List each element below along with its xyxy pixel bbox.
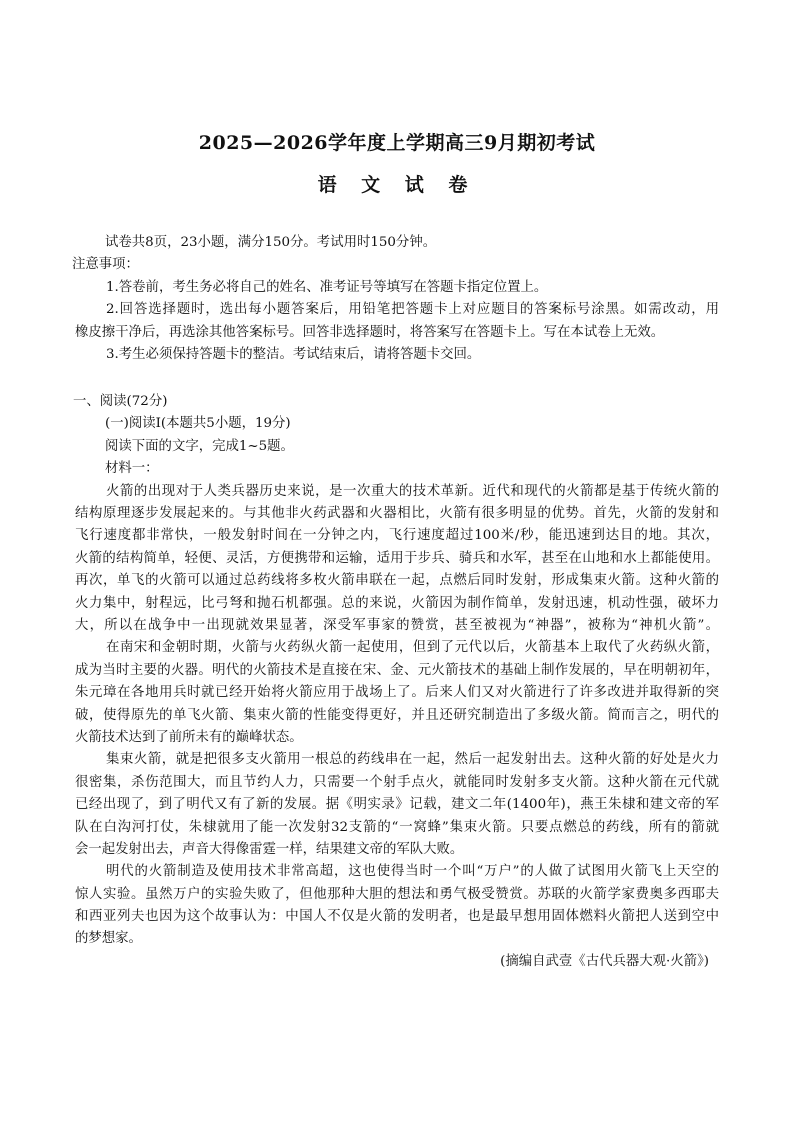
passage-line: 队在白沟河打仗，朱棣就用了能一次发射32支箭的“一窝蜂”集束火箭。只要点燃总的药线，所有的箭就: [75, 819, 719, 835]
passage-source: (摘编自武壹《古代兵器大观·火箭》): [500, 953, 709, 969]
instructions-intro: 试卷共8页，23小题，满分150分。考试用时150分钟。: [105, 235, 437, 250]
passage-line: 的梦想家。: [75, 931, 142, 947]
passage-line: 在南宋和金朝时期，火箭与火药纵火箭一起使用，但到了元代以后，火箭基本上取代了火药纵火箭，: [106, 640, 719, 656]
reading-section: [75, 391, 719, 973]
passage-line: 火箭的结构简单，轻便、灵活，方便携带和运输，适用于步兵、骑兵和水军，甚至在山地和水上都能使用。: [75, 550, 719, 566]
passage-line: 再次，单飞的火箭可以通过总药线将多枚火箭串联在一起，点燃后同时发射，形成集束火箭。这种火箭的: [75, 573, 719, 589]
material-label: 材料一：: [105, 461, 159, 477]
instruction-item: 2.回答选择题时，选出每小题答案后，用铅笔把答题卡上对应题目的答案标号涂黑。如需改动，用: [106, 302, 719, 318]
passage-line: 和西亚列夫也因为这个故事认为：中国人不仅是火箭的发明者，也是最早想用固体燃料火箭把人送到空中: [75, 909, 719, 925]
subsection-heading: (一)阅读Ⅰ(本题共5小题，19分): [105, 416, 291, 432]
instructions-heading: 注意事项：: [72, 257, 139, 273]
passage-line: 会一起发射出去，声音大得像雷霆一样，结果建文帝的军队大败。: [75, 841, 464, 857]
passage-line: 集束火箭，就是把很多支火箭用一根总的药线串在一起，然后一起发射出去。这种火箭的好处是火力: [106, 752, 719, 768]
passage-line: 朱元璋在各地用兵时就已经开始将火箭应用于战场上了。后来人们又对火箭进行了许多改进并取得新的突: [75, 685, 719, 701]
passage-line: 飞行速度都非常快，一般发射时间在一分钟之内，飞行速度超过100米/秒，能迅速到达目的地。其次，: [75, 528, 719, 544]
instruction-item-continued: 橡皮擦干净后，再选涂其他答案标号。回答非选择题时，将答案写在答题卡上。写在本试卷上无效。: [75, 324, 665, 340]
passage-line: 惊人实验。虽然万户的实验失败了，但他那种大胆的想法和勇气极受赞赏。苏联的火箭学家费奥多西耶夫: [75, 886, 719, 902]
instruction-item: 3.考生必须保持答题卡的整洁。考试结束后，请将答题卡交回。: [106, 347, 481, 363]
passage: [75, 481, 719, 951]
exam-subtitle: 语 文 试 卷: [317, 174, 477, 196]
passage-line: 很密集，杀伤范围大，而且节约人力，只需要一个射手点火，就能同时发射多支火箭。这种火箭在元代就: [75, 774, 719, 790]
passage-line: 大，所以在战争中一出现就效果显著，深受军事家的赞赏，甚至被视为“神器”，被称为“神机火箭”。: [75, 617, 719, 633]
passage-line: 火箭的出现对于人类兵器历史来说，是一次重大的技术革新。近代和现代的火箭都是基于传统火箭的: [106, 483, 719, 499]
reading-prompt: 阅读下面的文字，完成1~5题。: [105, 438, 294, 454]
passage-line: 火力集中，射程远，比弓弩和抛石机都强。总的来说，火箭因为制作简单，发射迅速，机动性强，破坏力: [75, 595, 719, 611]
passage-line: 成为当时主要的火器。明代的火箭技术是直接在宋、金、元火箭技术的基础上制作发展的，早在明朝初年，: [75, 662, 719, 678]
passage-line: 火箭技术达到了前所未有的巅峰状态。: [75, 729, 303, 745]
passage-line: 已经出现了，到了明代又有了新的发展。据《明实录》记载，建文二年(1400年)，燕王朱棣和建文帝的军: [75, 797, 719, 813]
passage-line: 明代的火箭制造及使用技术非常高超，这也使得当时一个叫“万户”的人做了试图用火箭飞上天空的: [106, 864, 719, 880]
passage-line: 破，使得原先的单飞火箭、集束火箭的性能变得更好，并且还研究制造出了多级火箭。简而言之，明代的: [75, 707, 719, 723]
instructions-block: [72, 232, 719, 366]
instruction-item: 1.答卷前，考生务必将自己的姓名、准考证号等填写在答题卡指定位置上。: [106, 279, 548, 295]
section-heading: 一、阅读(72分): [73, 394, 168, 409]
passage-line: 结构原理逐步发展起来的。与其他非火药武器和火器相比，火箭有很多明显的优势。首先，火箭的发射和: [75, 506, 719, 522]
exam-title: 2025—2026学年度上学期高三9月期初考试: [198, 132, 596, 154]
